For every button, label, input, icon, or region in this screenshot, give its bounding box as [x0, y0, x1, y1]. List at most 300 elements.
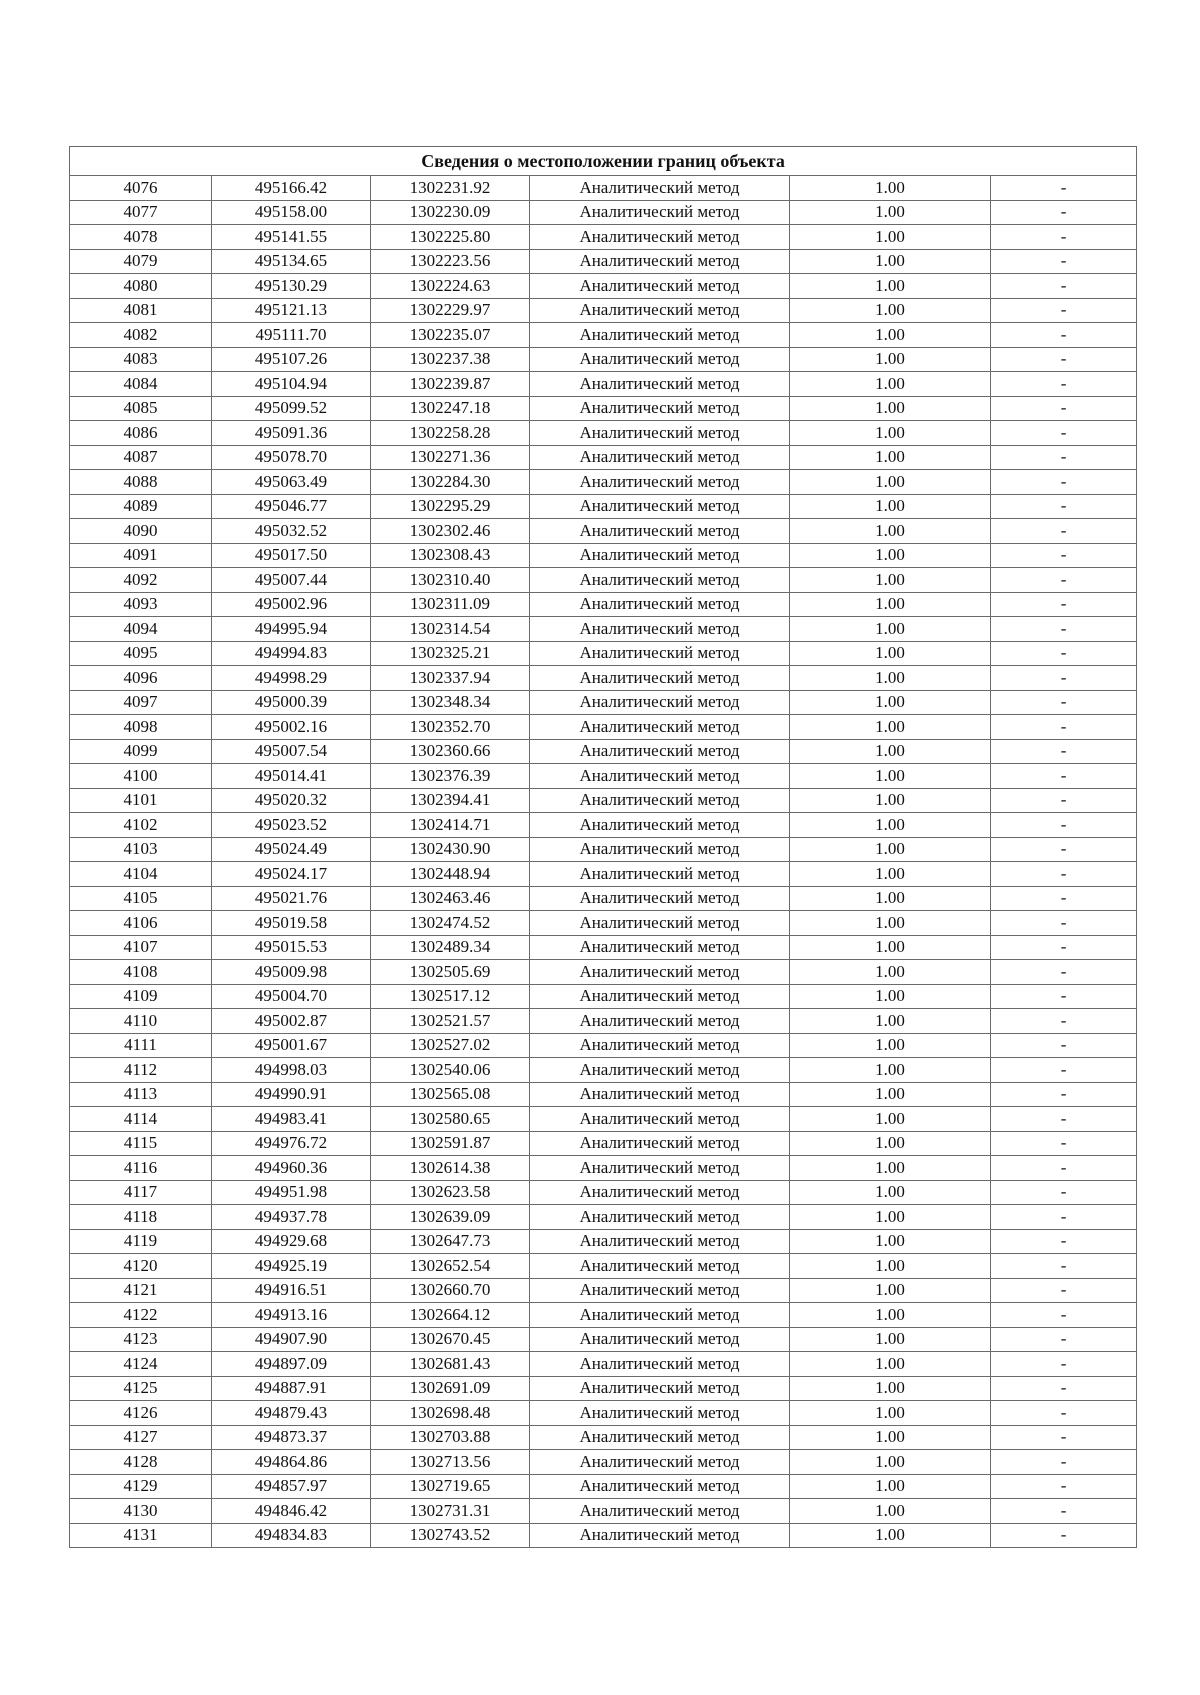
table-row	[70, 911, 1137, 936]
point-number-cell: 4105	[70, 886, 212, 911]
determination-method-cell: Аналитический метод	[530, 592, 790, 617]
description-cell: -	[991, 592, 1137, 617]
y-coordinate-cell: 1302463.46	[371, 886, 530, 911]
determination-method-cell: Аналитический метод	[530, 1278, 790, 1303]
y-coordinate-cell: 1302325.21	[371, 641, 530, 666]
accuracy-cell: 1.00	[790, 1205, 991, 1230]
y-coordinate-cell: 1302352.70	[371, 715, 530, 740]
table-row	[70, 1327, 1137, 1352]
description-cell: -	[991, 1450, 1137, 1475]
description-cell: -	[991, 886, 1137, 911]
accuracy-cell: 1.00	[790, 641, 991, 666]
point-number-cell: 4085	[70, 396, 212, 421]
point-number-cell: 4129	[70, 1474, 212, 1499]
description-cell: -	[991, 1229, 1137, 1254]
point-number-cell: 4127	[70, 1425, 212, 1450]
description-cell: -	[991, 641, 1137, 666]
point-number-cell: 4130	[70, 1499, 212, 1524]
x-coordinate-cell: 495002.87	[212, 1009, 371, 1034]
accuracy-cell: 1.00	[790, 1107, 991, 1132]
x-coordinate-cell: 494916.51	[212, 1278, 371, 1303]
determination-method-cell: Аналитический метод	[530, 445, 790, 470]
description-cell: -	[991, 1474, 1137, 1499]
accuracy-cell: 1.00	[790, 739, 991, 764]
description-cell: -	[991, 1499, 1137, 1524]
y-coordinate-cell: 1302258.28	[371, 421, 530, 446]
y-coordinate-cell: 1302670.45	[371, 1327, 530, 1352]
point-number-cell: 4087	[70, 445, 212, 470]
accuracy-cell: 1.00	[790, 1474, 991, 1499]
y-coordinate-cell: 1302652.54	[371, 1254, 530, 1279]
point-number-cell: 4077	[70, 200, 212, 225]
point-number-cell: 4091	[70, 543, 212, 568]
accuracy-cell: 1.00	[790, 470, 991, 495]
x-coordinate-cell: 495104.94	[212, 372, 371, 397]
description-cell: -	[991, 1327, 1137, 1352]
table-row	[70, 1082, 1137, 1107]
y-coordinate-cell: 1302691.09	[371, 1376, 530, 1401]
determination-method-cell: Аналитический метод	[530, 1303, 790, 1328]
determination-method-cell: Аналитический метод	[530, 1131, 790, 1156]
y-coordinate-cell: 1302591.87	[371, 1131, 530, 1156]
x-coordinate-cell: 494857.97	[212, 1474, 371, 1499]
x-coordinate-cell: 494929.68	[212, 1229, 371, 1254]
table-row	[70, 984, 1137, 1009]
accuracy-cell: 1.00	[790, 1303, 991, 1328]
table-row	[70, 1499, 1137, 1524]
accuracy-cell: 1.00	[790, 323, 991, 348]
point-number-cell: 4118	[70, 1205, 212, 1230]
description-cell: -	[991, 1156, 1137, 1181]
accuracy-cell: 1.00	[790, 592, 991, 617]
table-row	[70, 617, 1137, 642]
x-coordinate-cell: 494990.91	[212, 1082, 371, 1107]
point-number-cell: 4109	[70, 984, 212, 1009]
y-coordinate-cell: 1302376.39	[371, 764, 530, 789]
y-coordinate-cell: 1302230.09	[371, 200, 530, 225]
point-number-cell: 4090	[70, 519, 212, 544]
x-coordinate-cell: 495021.76	[212, 886, 371, 911]
y-coordinate-cell: 1302660.70	[371, 1278, 530, 1303]
description-cell: -	[991, 494, 1137, 519]
y-coordinate-cell: 1302348.34	[371, 690, 530, 715]
accuracy-cell: 1.00	[790, 1254, 991, 1279]
determination-method-cell: Аналитический метод	[530, 494, 790, 519]
description-cell: -	[991, 1254, 1137, 1279]
x-coordinate-cell: 494937.78	[212, 1205, 371, 1230]
accuracy-cell: 1.00	[790, 445, 991, 470]
description-cell: -	[991, 1107, 1137, 1132]
description-cell: -	[991, 372, 1137, 397]
accuracy-cell: 1.00	[790, 1058, 991, 1083]
accuracy-cell: 1.00	[790, 519, 991, 544]
table-title: Сведения о местоположении границ объекта	[70, 147, 1137, 176]
point-number-cell: 4106	[70, 911, 212, 936]
table-row	[70, 837, 1137, 862]
x-coordinate-cell: 495001.67	[212, 1033, 371, 1058]
point-number-cell: 4131	[70, 1523, 212, 1548]
determination-method-cell: Аналитический метод	[530, 1474, 790, 1499]
determination-method-cell: Аналитический метод	[530, 396, 790, 421]
description-cell: -	[991, 1278, 1137, 1303]
determination-method-cell: Аналитический метод	[530, 323, 790, 348]
y-coordinate-cell: 1302414.71	[371, 813, 530, 838]
table-row	[70, 225, 1137, 250]
table-row	[70, 396, 1137, 421]
x-coordinate-cell: 494887.91	[212, 1376, 371, 1401]
determination-method-cell: Аналитический метод	[530, 788, 790, 813]
determination-method-cell: Аналитический метод	[530, 1376, 790, 1401]
point-number-cell: 4104	[70, 862, 212, 887]
y-coordinate-cell: 1302639.09	[371, 1205, 530, 1230]
accuracy-cell: 1.00	[790, 813, 991, 838]
determination-method-cell: Аналитический метод	[530, 1401, 790, 1426]
determination-method-cell: Аналитический метод	[530, 1180, 790, 1205]
x-coordinate-cell: 494960.36	[212, 1156, 371, 1181]
x-coordinate-cell: 495007.44	[212, 568, 371, 593]
description-cell: -	[991, 935, 1137, 960]
description-cell: -	[991, 274, 1137, 299]
title-row	[70, 147, 1137, 176]
table-row	[70, 1254, 1137, 1279]
description-cell: -	[991, 1303, 1137, 1328]
accuracy-cell: 1.00	[790, 1009, 991, 1034]
point-number-cell: 4119	[70, 1229, 212, 1254]
x-coordinate-cell: 495063.49	[212, 470, 371, 495]
point-number-cell: 4086	[70, 421, 212, 446]
table-row	[70, 1376, 1137, 1401]
point-number-cell: 4101	[70, 788, 212, 813]
y-coordinate-cell: 1302521.57	[371, 1009, 530, 1034]
table-row	[70, 274, 1137, 299]
description-cell: -	[991, 323, 1137, 348]
determination-method-cell: Аналитический метод	[530, 641, 790, 666]
y-coordinate-cell: 1302223.56	[371, 249, 530, 274]
table-row	[70, 323, 1137, 348]
x-coordinate-cell: 495014.41	[212, 764, 371, 789]
x-coordinate-cell: 495002.16	[212, 715, 371, 740]
table-row	[70, 739, 1137, 764]
description-cell: -	[991, 1033, 1137, 1058]
description-cell: -	[991, 1352, 1137, 1377]
point-number-cell: 4084	[70, 372, 212, 397]
y-coordinate-cell: 1302647.73	[371, 1229, 530, 1254]
x-coordinate-cell: 495004.70	[212, 984, 371, 1009]
accuracy-cell: 1.00	[790, 911, 991, 936]
determination-method-cell: Аналитический метод	[530, 1523, 790, 1548]
table-row	[70, 935, 1137, 960]
point-number-cell: 4117	[70, 1180, 212, 1205]
accuracy-cell: 1.00	[790, 764, 991, 789]
accuracy-cell: 1.00	[790, 1425, 991, 1450]
accuracy-cell: 1.00	[790, 690, 991, 715]
x-coordinate-cell: 494907.90	[212, 1327, 371, 1352]
determination-method-cell: Аналитический метод	[530, 249, 790, 274]
x-coordinate-cell: 494879.43	[212, 1401, 371, 1426]
determination-method-cell: Аналитический метод	[530, 1499, 790, 1524]
x-coordinate-cell: 495046.77	[212, 494, 371, 519]
point-number-cell: 4083	[70, 347, 212, 372]
point-number-cell: 4079	[70, 249, 212, 274]
point-number-cell: 4128	[70, 1450, 212, 1475]
point-number-cell: 4098	[70, 715, 212, 740]
y-coordinate-cell: 1302308.43	[371, 543, 530, 568]
accuracy-cell: 1.00	[790, 1327, 991, 1352]
x-coordinate-cell: 494983.41	[212, 1107, 371, 1132]
point-number-cell: 4095	[70, 641, 212, 666]
description-cell: -	[991, 249, 1137, 274]
description-cell: -	[991, 1205, 1137, 1230]
table-row	[70, 715, 1137, 740]
x-coordinate-cell: 494864.86	[212, 1450, 371, 1475]
determination-method-cell: Аналитический метод	[530, 1254, 790, 1279]
x-coordinate-cell: 495091.36	[212, 421, 371, 446]
accuracy-cell: 1.00	[790, 298, 991, 323]
description-cell: -	[991, 519, 1137, 544]
y-coordinate-cell: 1302237.38	[371, 347, 530, 372]
determination-method-cell: Аналитический метод	[530, 764, 790, 789]
point-number-cell: 4108	[70, 960, 212, 985]
description-cell: -	[991, 1523, 1137, 1548]
y-coordinate-cell: 1302527.02	[371, 1033, 530, 1058]
x-coordinate-cell: 495158.00	[212, 200, 371, 225]
accuracy-cell: 1.00	[790, 372, 991, 397]
determination-method-cell: Аналитический метод	[530, 837, 790, 862]
point-number-cell: 4078	[70, 225, 212, 250]
point-number-cell: 4089	[70, 494, 212, 519]
determination-method-cell: Аналитический метод	[530, 862, 790, 887]
table-row	[70, 249, 1137, 274]
point-number-cell: 4097	[70, 690, 212, 715]
point-number-cell: 4115	[70, 1131, 212, 1156]
x-coordinate-cell: 495141.55	[212, 225, 371, 250]
y-coordinate-cell: 1302311.09	[371, 592, 530, 617]
point-number-cell: 4088	[70, 470, 212, 495]
accuracy-cell: 1.00	[790, 984, 991, 1009]
table-row	[70, 200, 1137, 225]
x-coordinate-cell: 495078.70	[212, 445, 371, 470]
y-coordinate-cell: 1302540.06	[371, 1058, 530, 1083]
table-row	[70, 960, 1137, 985]
point-number-cell: 4110	[70, 1009, 212, 1034]
accuracy-cell: 1.00	[790, 225, 991, 250]
point-number-cell: 4081	[70, 298, 212, 323]
x-coordinate-cell: 494873.37	[212, 1425, 371, 1450]
x-coordinate-cell: 494913.16	[212, 1303, 371, 1328]
description-cell: -	[991, 764, 1137, 789]
table-row	[70, 1401, 1137, 1426]
y-coordinate-cell: 1302448.94	[371, 862, 530, 887]
determination-method-cell: Аналитический метод	[530, 470, 790, 495]
determination-method-cell: Аналитический метод	[530, 715, 790, 740]
accuracy-cell: 1.00	[790, 1499, 991, 1524]
description-cell: -	[991, 1009, 1137, 1034]
y-coordinate-cell: 1302580.65	[371, 1107, 530, 1132]
x-coordinate-cell: 495017.50	[212, 543, 371, 568]
x-coordinate-cell: 495015.53	[212, 935, 371, 960]
y-coordinate-cell: 1302614.38	[371, 1156, 530, 1181]
description-cell: -	[991, 176, 1137, 201]
y-coordinate-cell: 1302703.88	[371, 1425, 530, 1450]
y-coordinate-cell: 1302295.29	[371, 494, 530, 519]
description-cell: -	[991, 200, 1137, 225]
description-cell: -	[991, 421, 1137, 446]
y-coordinate-cell: 1302284.30	[371, 470, 530, 495]
table-row	[70, 372, 1137, 397]
point-number-cell: 4096	[70, 666, 212, 691]
accuracy-cell: 1.00	[790, 666, 991, 691]
table-row	[70, 421, 1137, 446]
table-row	[70, 1425, 1137, 1450]
accuracy-cell: 1.00	[790, 1180, 991, 1205]
y-coordinate-cell: 1302229.97	[371, 298, 530, 323]
table-row	[70, 1474, 1137, 1499]
determination-method-cell: Аналитический метод	[530, 1352, 790, 1377]
determination-method-cell: Аналитический метод	[530, 813, 790, 838]
description-cell: -	[991, 1180, 1137, 1205]
table-row	[70, 1180, 1137, 1205]
determination-method-cell: Аналитический метод	[530, 739, 790, 764]
accuracy-cell: 1.00	[790, 1523, 991, 1548]
x-coordinate-cell: 495007.54	[212, 739, 371, 764]
determination-method-cell: Аналитический метод	[530, 617, 790, 642]
x-coordinate-cell: 495020.32	[212, 788, 371, 813]
description-cell: -	[991, 470, 1137, 495]
accuracy-cell: 1.00	[790, 1450, 991, 1475]
table-row	[70, 176, 1137, 201]
x-coordinate-cell: 495002.96	[212, 592, 371, 617]
point-number-cell: 4122	[70, 1303, 212, 1328]
determination-method-cell: Аналитический метод	[530, 1107, 790, 1132]
x-coordinate-cell: 495000.39	[212, 690, 371, 715]
table-row	[70, 690, 1137, 715]
x-coordinate-cell: 495130.29	[212, 274, 371, 299]
determination-method-cell: Аналитический метод	[530, 421, 790, 446]
y-coordinate-cell: 1302235.07	[371, 323, 530, 348]
determination-method-cell: Аналитический метод	[530, 274, 790, 299]
table-row	[70, 568, 1137, 593]
accuracy-cell: 1.00	[790, 788, 991, 813]
determination-method-cell: Аналитический метод	[530, 519, 790, 544]
x-coordinate-cell: 495032.52	[212, 519, 371, 544]
x-coordinate-cell: 495111.70	[212, 323, 371, 348]
y-coordinate-cell: 1302225.80	[371, 225, 530, 250]
description-cell: -	[991, 225, 1137, 250]
description-cell: -	[991, 739, 1137, 764]
point-number-cell: 4113	[70, 1082, 212, 1107]
determination-method-cell: Аналитический метод	[530, 176, 790, 201]
accuracy-cell: 1.00	[790, 1033, 991, 1058]
table-row	[70, 1303, 1137, 1328]
table-row	[70, 592, 1137, 617]
x-coordinate-cell: 494998.29	[212, 666, 371, 691]
x-coordinate-cell: 494897.09	[212, 1352, 371, 1377]
y-coordinate-cell: 1302247.18	[371, 396, 530, 421]
accuracy-cell: 1.00	[790, 543, 991, 568]
table-row	[70, 641, 1137, 666]
x-coordinate-cell: 494951.98	[212, 1180, 371, 1205]
table-row	[70, 1058, 1137, 1083]
y-coordinate-cell: 1302743.52	[371, 1523, 530, 1548]
y-coordinate-cell: 1302231.92	[371, 176, 530, 201]
determination-method-cell: Аналитический метод	[530, 1009, 790, 1034]
accuracy-cell: 1.00	[790, 274, 991, 299]
table-row	[70, 1009, 1137, 1034]
point-number-cell: 4092	[70, 568, 212, 593]
accuracy-cell: 1.00	[790, 1131, 991, 1156]
accuracy-cell: 1.00	[790, 1229, 991, 1254]
accuracy-cell: 1.00	[790, 715, 991, 740]
point-number-cell: 4099	[70, 739, 212, 764]
point-number-cell: 4112	[70, 1058, 212, 1083]
description-cell: -	[991, 911, 1137, 936]
accuracy-cell: 1.00	[790, 200, 991, 225]
y-coordinate-cell: 1302430.90	[371, 837, 530, 862]
determination-method-cell: Аналитический метод	[530, 225, 790, 250]
x-coordinate-cell: 495134.65	[212, 249, 371, 274]
y-coordinate-cell: 1302719.65	[371, 1474, 530, 1499]
point-number-cell: 4102	[70, 813, 212, 838]
accuracy-cell: 1.00	[790, 1278, 991, 1303]
table-row	[70, 1229, 1137, 1254]
x-coordinate-cell: 495121.13	[212, 298, 371, 323]
y-coordinate-cell: 1302302.46	[371, 519, 530, 544]
y-coordinate-cell: 1302505.69	[371, 960, 530, 985]
determination-method-cell: Аналитический метод	[530, 568, 790, 593]
x-coordinate-cell: 495024.17	[212, 862, 371, 887]
accuracy-cell: 1.00	[790, 617, 991, 642]
determination-method-cell: Аналитический метод	[530, 372, 790, 397]
description-cell: -	[991, 1082, 1137, 1107]
table-row	[70, 886, 1137, 911]
description-cell: -	[991, 960, 1137, 985]
table-row	[70, 1156, 1137, 1181]
point-number-cell: 4126	[70, 1401, 212, 1426]
y-coordinate-cell: 1302474.52	[371, 911, 530, 936]
table-row	[70, 1278, 1137, 1303]
determination-method-cell: Аналитический метод	[530, 935, 790, 960]
table-row	[70, 445, 1137, 470]
point-number-cell: 4116	[70, 1156, 212, 1181]
table-row	[70, 764, 1137, 789]
x-coordinate-cell: 495023.52	[212, 813, 371, 838]
description-cell: -	[991, 298, 1137, 323]
point-number-cell: 4121	[70, 1278, 212, 1303]
y-coordinate-cell: 1302224.63	[371, 274, 530, 299]
determination-method-cell: Аналитический метод	[530, 690, 790, 715]
description-cell: -	[991, 543, 1137, 568]
x-coordinate-cell: 495009.98	[212, 960, 371, 985]
x-coordinate-cell: 494846.42	[212, 1499, 371, 1524]
point-number-cell: 4124	[70, 1352, 212, 1377]
y-coordinate-cell: 1302713.56	[371, 1450, 530, 1475]
determination-method-cell: Аналитический метод	[530, 200, 790, 225]
accuracy-cell: 1.00	[790, 1401, 991, 1426]
determination-method-cell: Аналитический метод	[530, 1229, 790, 1254]
x-coordinate-cell: 494998.03	[212, 1058, 371, 1083]
description-cell: -	[991, 1376, 1137, 1401]
determination-method-cell: Аналитический метод	[530, 960, 790, 985]
determination-method-cell: Аналитический метод	[530, 886, 790, 911]
table-row	[70, 1131, 1137, 1156]
accuracy-cell: 1.00	[790, 396, 991, 421]
determination-method-cell: Аналитический метод	[530, 347, 790, 372]
table-row	[70, 1107, 1137, 1132]
table-row	[70, 813, 1137, 838]
description-cell: -	[991, 617, 1137, 642]
point-number-cell: 4123	[70, 1327, 212, 1352]
y-coordinate-cell: 1302731.31	[371, 1499, 530, 1524]
